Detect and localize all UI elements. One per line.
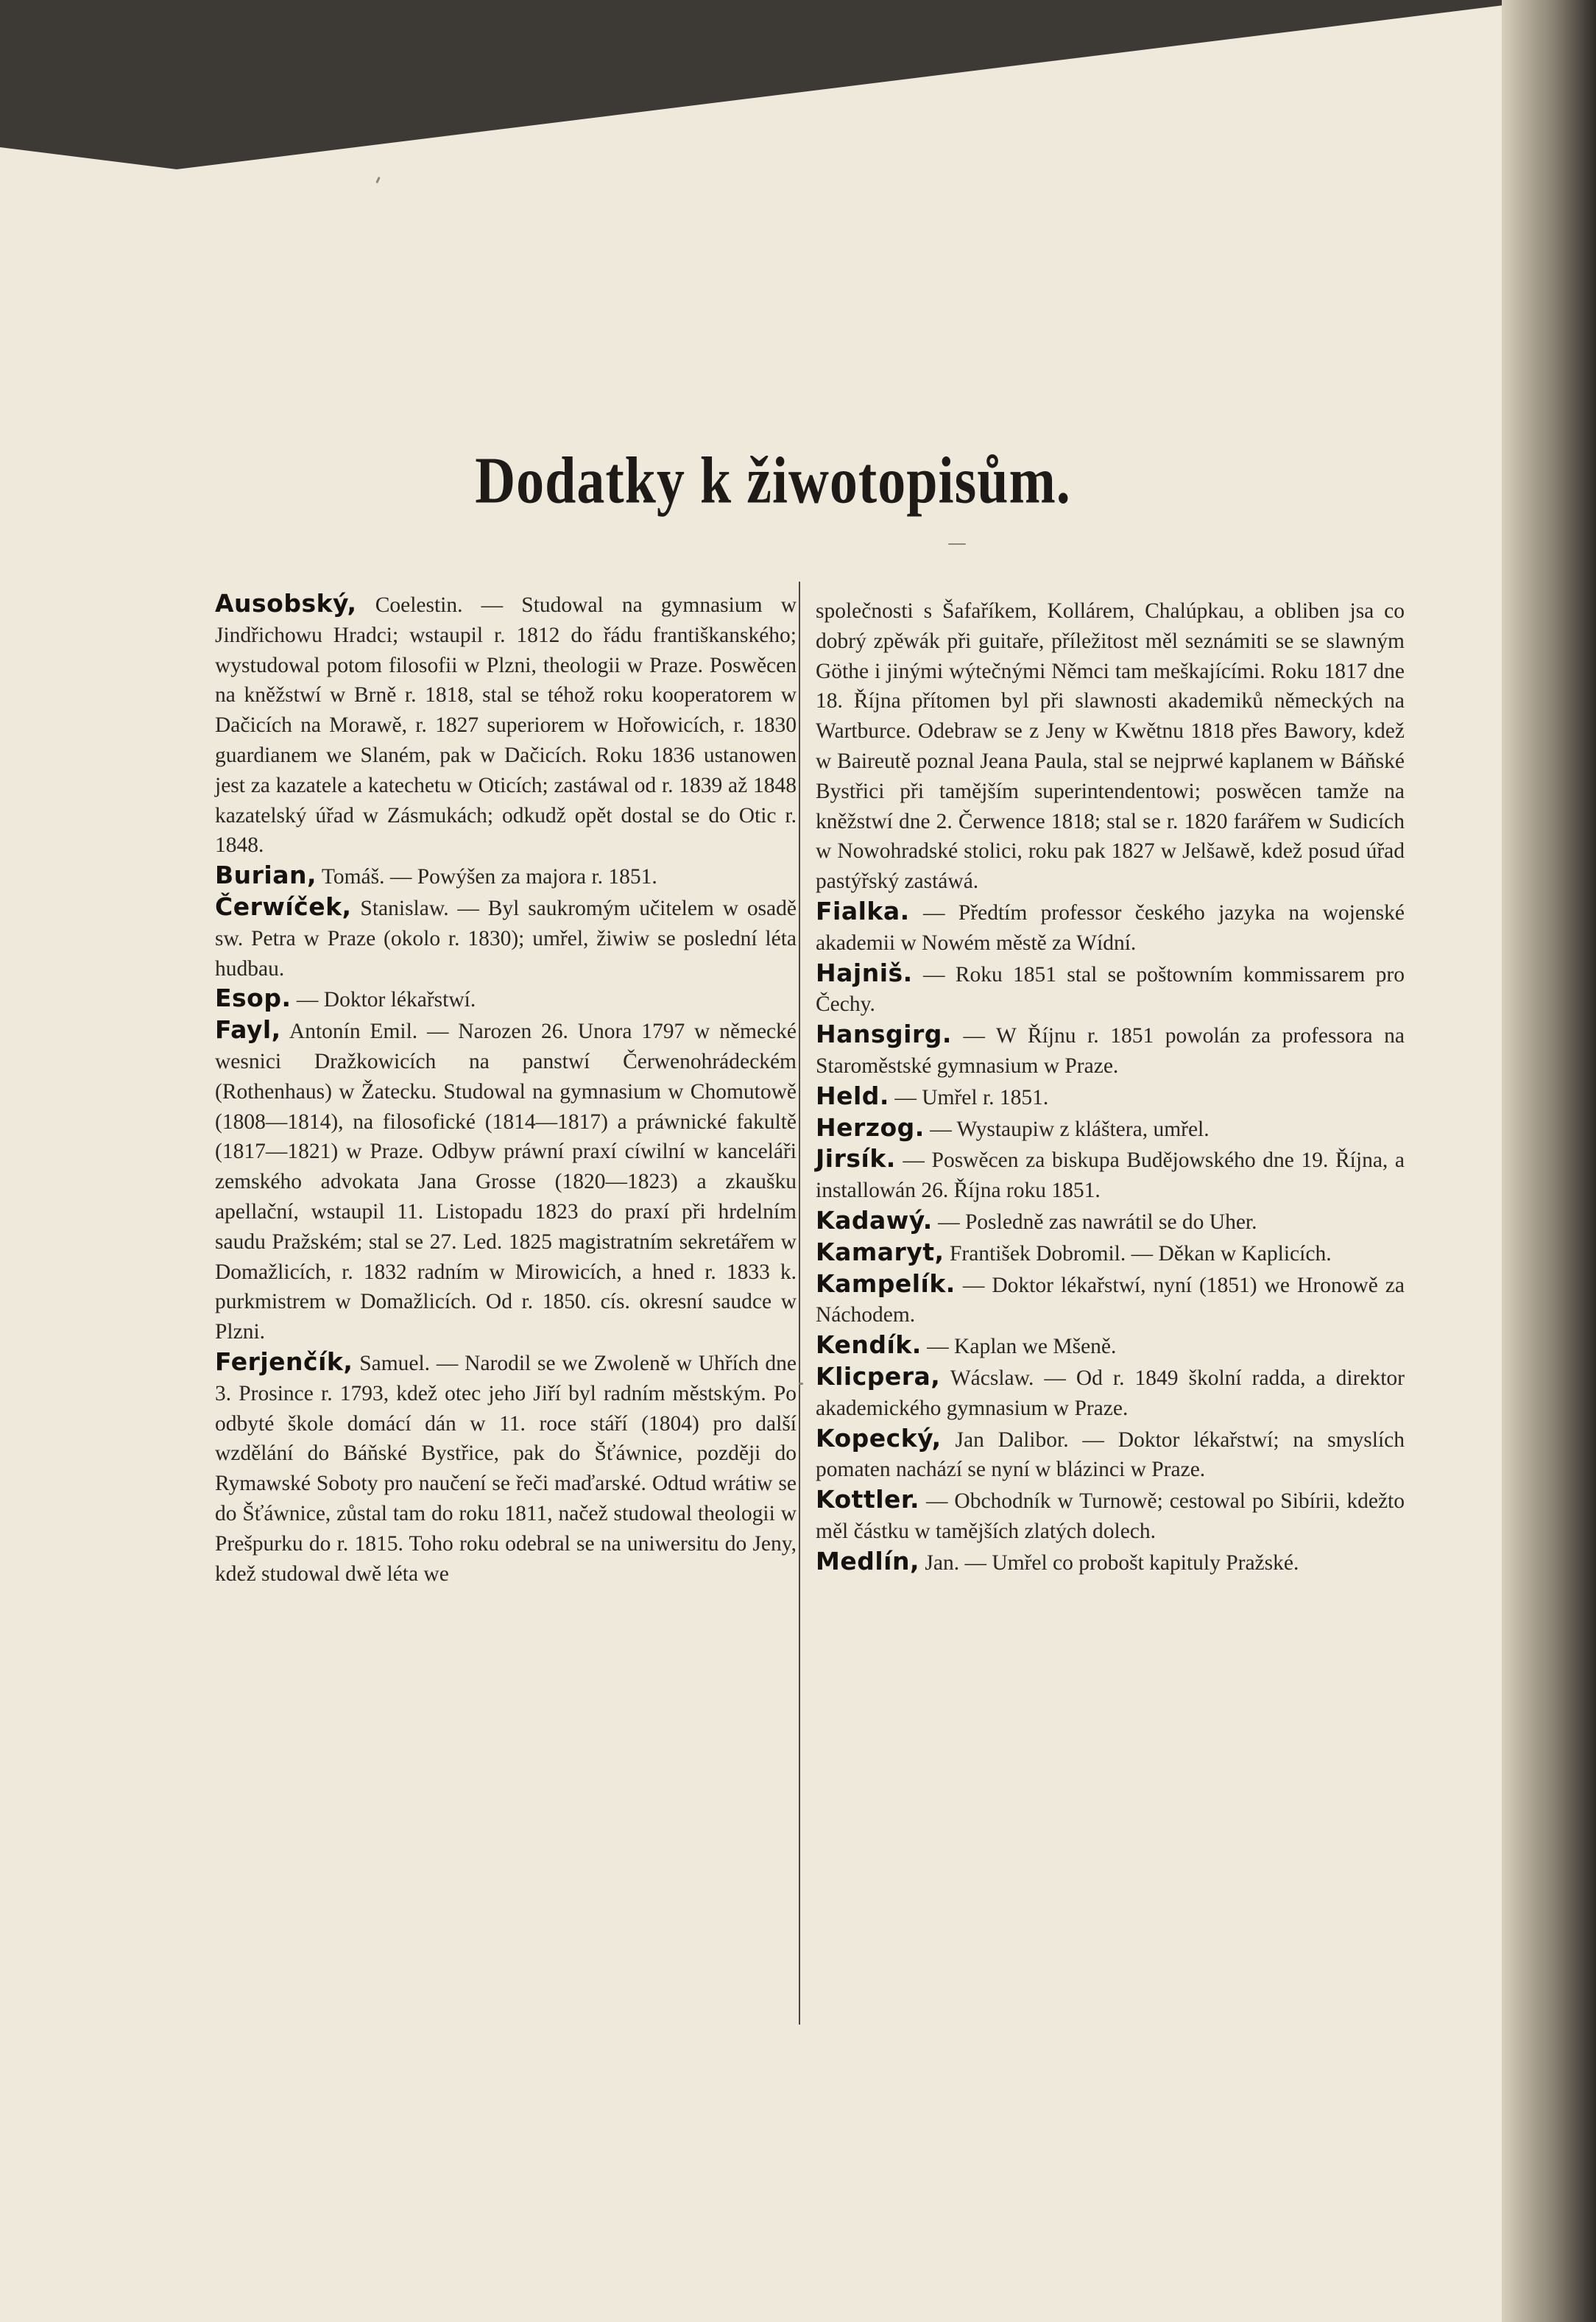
page-edge-shadow: [1502, 0, 1596, 2322]
entry-kampelik: [816, 1269, 1405, 1331]
entry-text: — W Říjnu r. 1851 powolán za professora na Staroměstské gymnasium w Praze.: [816, 1024, 1405, 1078]
entry-text: Jan Dalibor. — Doktor lékařstwí; na smyslích pomaten nachází se nyní w blázinci w Praze.: [816, 1428, 1405, 1482]
entry-text: Jan. — Umřel co probošt kapituly Pražské.: [919, 1550, 1299, 1575]
entry-text: František Dobromil. — Děkan w Kaplicích.: [944, 1241, 1332, 1266]
entry-text: Coelestin. — Studowal na gymnasium w Jindřichowu Hradci; wstaupil r. 1812 do řádu františkanského; wystudowal potom filosofii w Plzni, theologii w Praze. Poswěcen na kněžstwí w Brně r. 1818, stal se téhož roku kooperatorem w Dačicích na Morawě, r. 1827 superiorem w Hořowicích, r. 1830 guardianem we Slaném, pak w Dačicích. Roku 1836 ustanowen jest za kazatele a katechetu w Oticích; zastáwal od r. 1839 až 1848 kazatelský úřad w Zásmukách; odkudž opět dostal se do Otic r. 1848.: [215, 593, 797, 858]
entry-text: Stanislaw. — Byl saukromým učitelem w osadě sw. Petra w Praze (okolo r. 1830); umřel, žiwiw se poslední léta hudbau.: [215, 896, 797, 981]
entry-text: — Kaplan we Mšeně.: [921, 1335, 1117, 1359]
entry-text: společnosti s Šafaříkem, Kollárem, Chalúpkau, a obliben jsa co dobrý zpěwák při guitaře, příležitost měl seznámiti se se slawným Göthe i jinými wýtečnými Němci tam meškajícími. Roku 1817 dne 18. Října přítomen byl při slawnosti akademiků německých na Wartburce. Odebraw se z Jeny w Kwětnu 1818 přes Bawory, kdež w Baireutě poznal Jeana Paula, stal se nejprwé kaplanem w Báňské Bystřici při tamějším superintendentowi; poswěcen tamže na kněžstwí dne 2. Čerwence 1818; stal se r. 1820 farářem w Sudicích w Nowohradské stolici, roku pak 1827 w Jelšawě, kdež posud úřad pastýřský zastáwá.: [816, 599, 1405, 894]
entry-medlin: [816, 1547, 1405, 1578]
entry-text: Tomáš. — Powýšen za majora r. 1851.: [317, 865, 657, 889]
entry-text: — Posledně zas nawrátil se do Uher.: [932, 1210, 1257, 1234]
entry-fayl: [215, 1015, 797, 1347]
entry-fialka: [816, 897, 1405, 959]
entry-klicpera: [816, 1362, 1405, 1424]
entry-headword: Esop.: [215, 984, 292, 1013]
entry-ausobsky: [215, 589, 797, 861]
entry-text: Antonín Emil. — Narozen 26. Unora 1797 w německé wesnici Dražkowicích na panstwí Čerwenohrádeckém (Rothenhaus) w Žatecku. Studowal na gymnasium w Chomutowě (1808—1814), na filosofické (1814—1817) a práwnické fakultě (1817—1821) w Praze. Odbyw práwní praxí cíwilní w kanceláři zemského advokata Jana Grosse (1820—1823) a zkaušku apellační, wstaupil 11. Listopadu 1823 do praxí při hrdelním saudu Pražském; stal se 27. Led. 1825 magistratním sekretářem w Domažlicích, r. 1832 radním w Mirowicích, a hned r. 1833 k. purkmistrem w Domažlicích. Od r. 1850. cís. okresní saudce w Plzni.: [215, 1020, 797, 1344]
entry-hajnis: [816, 959, 1405, 1020]
entry-headword: Kampelík.: [816, 1268, 956, 1298]
entry-headword: Hansgirg.: [816, 1020, 952, 1049]
entry-headword: Fialka.: [816, 896, 910, 925]
entry-headword: Burian,: [215, 861, 317, 890]
entry-kendik: [816, 1330, 1405, 1362]
entry-headword: Fayl,: [215, 1015, 281, 1045]
entry-text: — Wystaupiw z kláštera, umřel.: [924, 1117, 1210, 1141]
entry-text: — Poswěcen za biskupa Budějowského dne 19. Října, a installowán 26. Října roku 1851.: [816, 1148, 1405, 1203]
entry-cerwicek: [215, 892, 797, 984]
left-column: [215, 589, 797, 1589]
entry-jirsik: [816, 1144, 1405, 1206]
entry-headword: Kendík.: [816, 1330, 922, 1360]
entry-headword: Ausobský,: [215, 589, 357, 618]
entry-text: — Umřel r. 1851.: [889, 1085, 1049, 1109]
entry-text: — Doktor lékařstwí.: [291, 988, 476, 1012]
entry-text: — Doktor lékařstwí, nyní (1851) we Hronowě za Náchodem.: [816, 1273, 1405, 1327]
entry-headword: Herzog.: [816, 1112, 925, 1142]
entry-burian: [215, 861, 797, 892]
entry-text: — Obchodník w Turnowě; cestowal po Sibírii, kdežto měl částku w tamějších zlatých dolech.: [816, 1489, 1405, 1543]
paper-speck: [948, 543, 966, 545]
entry-headword: Kottler.: [816, 1485, 920, 1514]
entry-kottler: [816, 1485, 1405, 1547]
entry-headword: Held.: [816, 1081, 889, 1110]
entry-headword: Ferjenčík,: [215, 1347, 353, 1376]
entry-headword: Kadawý.: [816, 1205, 933, 1235]
entry-headword: Kamaryt,: [816, 1237, 944, 1266]
entry-esop: [215, 984, 797, 1015]
entry-held: [816, 1081, 1405, 1113]
entry-ferjencik: [215, 1347, 797, 1589]
entry-headword: Jirsík.: [816, 1144, 896, 1174]
entry-kamaryt: [816, 1238, 1405, 1269]
column-divider: [799, 582, 800, 2025]
entry-herzog: [816, 1113, 1405, 1145]
entry-continuation: [816, 596, 1405, 897]
entry-hansgirg: [816, 1020, 1405, 1081]
page-title: Dodatky k žiwotopisům.: [475, 444, 1071, 518]
entry-kadawy: [816, 1206, 1405, 1238]
entry-text: Wácslaw. — Od r. 1849 školní radda, a direktor akademického gymnasium w Praze.: [816, 1366, 1405, 1420]
entry-headword: Kopecký,: [816, 1423, 942, 1453]
entry-kopecky: [816, 1424, 1405, 1486]
entry-text: Samuel. — Narodil se we Zwoleně w Uhřích dne 3. Prosince r. 1793, kdež otec jeho Jiří byl radním městským. Po odbyté škole domácí dán w 11. roce stáří (1804) pro další wzdělání do Báňské Bystřice, pak do Šťáwnice, později do Rymawské Soboty pro naučení se řeči maďarské. Odtud wrátiw se do Šťáwnice, zůstal tam do roku 1811, načež studowal theologii w Prešpurku do r. 1815. Toho roku odebral se na uniwersitu do Jeny, kdež studowal dwě léta we: [215, 1351, 797, 1586]
entry-headword: Čerwíček,: [215, 892, 352, 921]
paper-speck: [799, 1383, 803, 1385]
entry-headword: Klicpera,: [816, 1361, 941, 1391]
right-column: [816, 596, 1405, 1578]
entry-headword: Medlín,: [816, 1546, 919, 1575]
entry-text: — Roku 1851 stal se poštowním kommissarem pro Čechy.: [816, 962, 1405, 1017]
entry-headword: Hajniš.: [816, 958, 913, 987]
entry-text: — Předtím professor českého jazyka na wojenské akademii w Nowém městě za Wídní.: [816, 900, 1405, 955]
